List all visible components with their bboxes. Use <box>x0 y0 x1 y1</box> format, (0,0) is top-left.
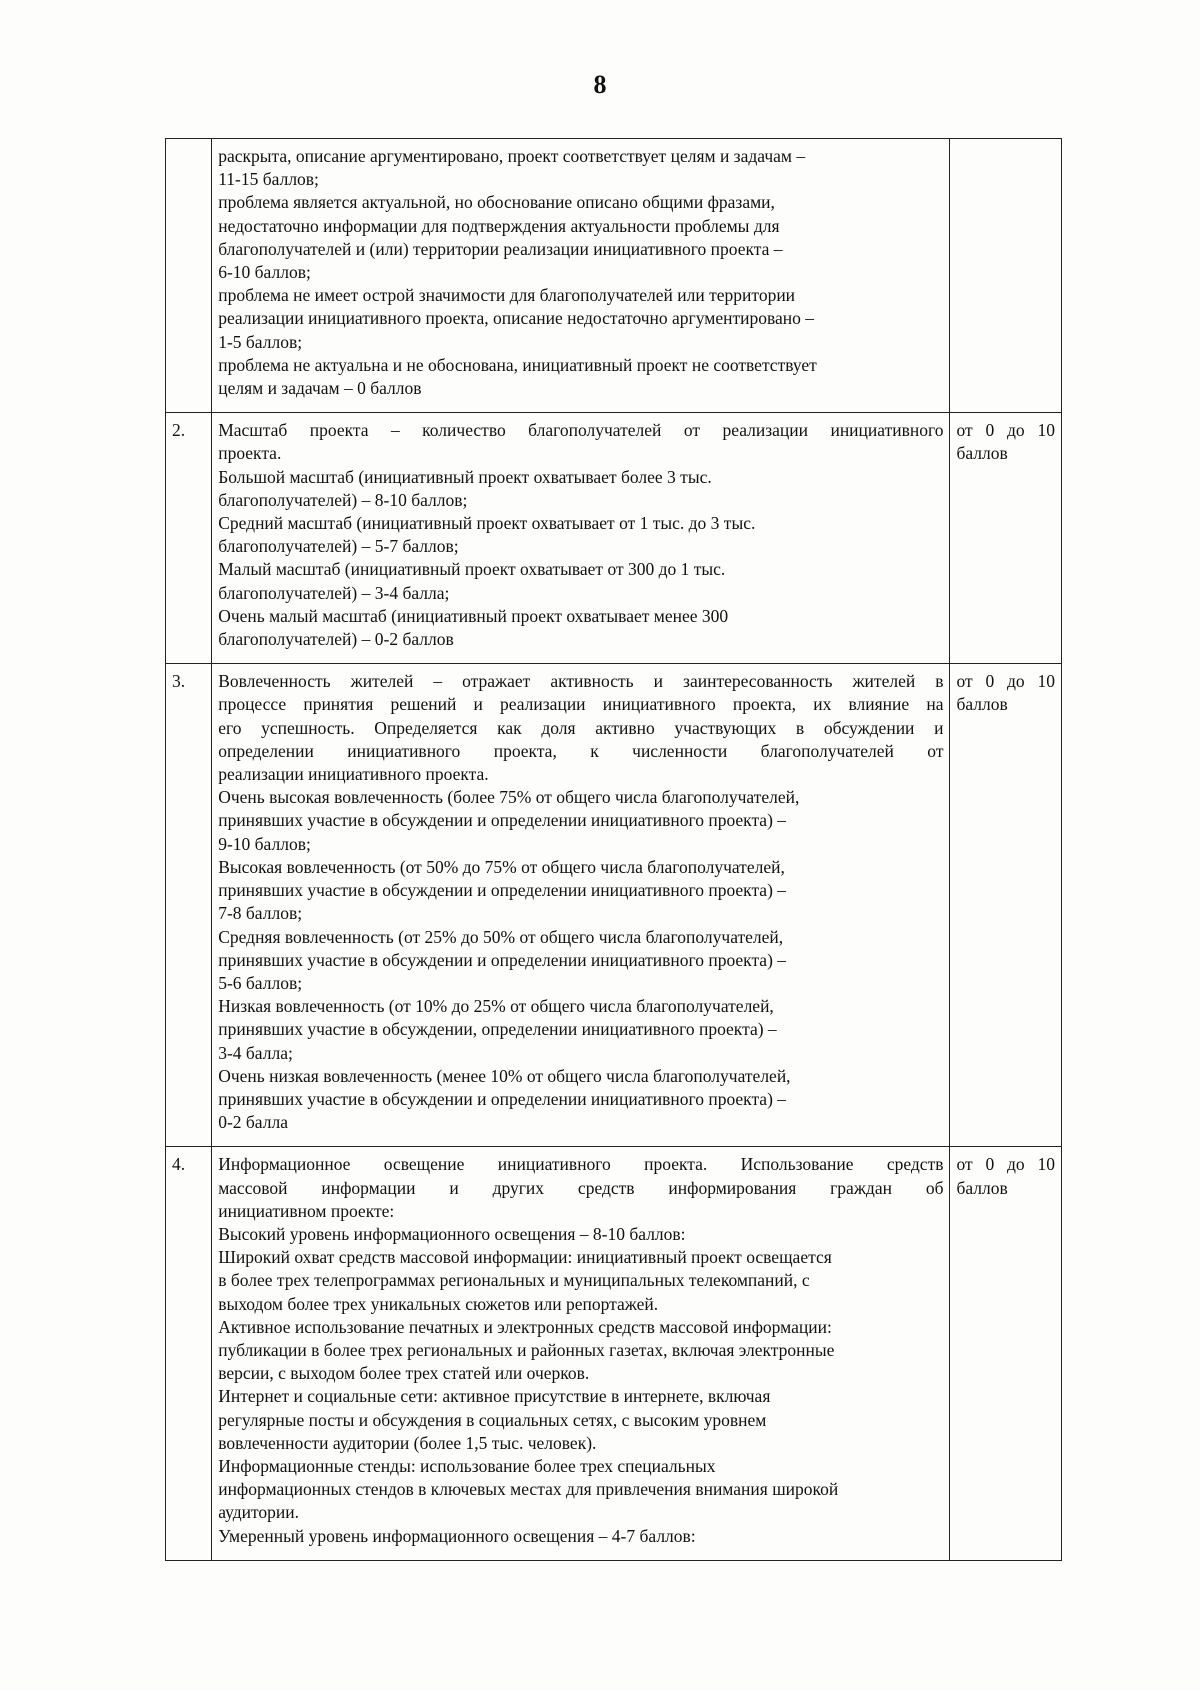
description-line: процессе принятия решений и реализации инициативного проекта, их влияние на <box>218 694 944 715</box>
description-line: раскрыта, описание аргументировано, проект соответствует целям и задачам – <box>218 146 806 166</box>
criterion-description <box>212 413 950 664</box>
description-line: вовлеченности аудитории (более 1,5 тыс. человек). <box>218 1432 597 1453</box>
description-line: инициативном проекте: <box>218 1200 395 1221</box>
description-line: массовой информации и других средств информирования граждан об <box>218 1177 944 1198</box>
description-line: версии, с выходом более трех статей или очерков. <box>218 1363 590 1384</box>
criterion-description <box>212 664 950 1147</box>
description-line: 11-15 баллов; <box>218 169 319 190</box>
description-line: 7-8 баллов; <box>218 903 303 924</box>
criterion-score-range: от 0 до 10 баллов <box>950 664 1062 1147</box>
description-line: Информационные стенды: использование более трех специальных <box>218 1455 716 1476</box>
description-line: Средняя вовлеченность (от 25% до 50% от общего числа благополучателей, <box>218 926 784 947</box>
description-line: принявших участие в обсуждении и определении инициативного проекта) – <box>218 880 787 901</box>
table-row <box>166 413 1062 664</box>
description-line: принявших участие в обсуждении и определении инициативного проекта) – <box>218 810 787 831</box>
description-line: в более трех телепрограммах региональных и муниципальных телекомпаний, с <box>218 1270 810 1291</box>
description-line: проблема не имеет острой значимости для благополучателей или территории <box>218 285 796 306</box>
description-line: благополучателей) – 5-7 баллов; <box>218 536 459 557</box>
description-line: определении инициативного проекта, к численности благополучателей от <box>218 740 944 761</box>
description-line: принявших участие в обсуждении, определении инициативного проекта) – <box>218 1019 777 1040</box>
page-number: 8 <box>593 70 607 99</box>
description-line: реализации инициативного проекта, описание недостаточно аргументировано – <box>218 308 815 329</box>
description-line: 6-10 баллов; <box>218 262 311 283</box>
description-line: Активное использование печатных и электронных средств массовой информации: <box>218 1316 832 1337</box>
description-line: аудитории. <box>218 1502 300 1523</box>
criterion-score-range: от 0 до 10 баллов <box>950 413 1062 664</box>
criterion-number: 4. <box>166 1147 212 1560</box>
table-row <box>166 1147 1062 1560</box>
description-line: Очень малый масштаб (инициативный проект охватывает менее 300 <box>218 605 729 626</box>
description-line: Малый масштаб (инициативный проект охватывает от 300 до 1 тыс. <box>218 559 726 580</box>
description-line: проблема не актуальна и не обоснована, инициативный проект не соответствует <box>218 354 817 375</box>
description-line: проекта. <box>218 443 282 464</box>
criterion-score-range: от 0 до 10 баллов <box>950 1147 1062 1560</box>
criterion-description <box>212 139 950 413</box>
description-line: 5-6 баллов; <box>218 972 303 993</box>
description-line: Вовлеченность жителей – отражает активность и заинтересованность жителей в <box>218 671 944 692</box>
table-row <box>166 664 1062 1147</box>
description-line: регулярные посты и обсуждения в социальных сетях, с высоким уровнем <box>218 1409 767 1430</box>
description-line: принявших участие в обсуждении и определении инициативного проекта) – <box>218 1088 787 1109</box>
description-line: Широкий охват средств массовой информации: инициативный проект освещается <box>218 1247 832 1268</box>
description-line: Масштаб проекта – количество благополучателей от реализации инициативного <box>218 420 944 441</box>
description-line: Информационное освещение инициативного проекта. Использование средств <box>218 1154 944 1175</box>
description-line: благополучателей) – 3-4 балла; <box>218 582 450 603</box>
criterion-description <box>212 1147 950 1560</box>
criterion-number <box>166 139 212 413</box>
criteria-table-body <box>166 139 1062 1561</box>
description-line: выходом более трех уникальных сюжетов или репортажей. <box>218 1293 659 1314</box>
table-row <box>166 139 1062 413</box>
description-line: недостаточно информации для подтверждения актуальности проблемы для <box>218 215 780 236</box>
criterion-number: 3. <box>166 664 212 1147</box>
description-line: благополучателей) – 8-10 баллов; <box>218 489 468 510</box>
description-line: Высокий уровень информационного освещения – 8-10 баллов: <box>218 1223 686 1244</box>
description-line: 9-10 баллов; <box>218 833 311 854</box>
description-line: реализации инициативного проекта. <box>218 764 489 785</box>
description-line: проблема является актуальной, но обоснование описано общими фразами, <box>218 192 775 213</box>
description-line: информационных стендов в ключевых местах для привлечения внимания широкой <box>218 1479 839 1500</box>
description-line: целям и задачам – 0 баллов <box>218 378 422 399</box>
description-line: 0-2 балла <box>218 1112 288 1133</box>
description-line: Высокая вовлеченность (от 50% до 75% от общего числа благополучателей, <box>218 856 785 877</box>
description-line: Очень низкая вовлеченность (менее 10% от общего числа благополучателей, <box>218 1065 791 1086</box>
description-line: благополучателей) – 0-2 баллов <box>218 629 454 650</box>
description-line: Очень высокая вовлеченность (более 75% от общего числа благополучателей, <box>218 787 800 808</box>
criterion-score-range <box>950 139 1062 413</box>
description-line: Интернет и социальные сети: активное присутствие в интернете, включая <box>218 1386 771 1407</box>
criterion-number: 2. <box>166 413 212 664</box>
description-line: Умеренный уровень информационного освещения – 4-7 баллов: <box>218 1525 696 1546</box>
criteria-table <box>165 138 1062 1561</box>
description-line: Низкая вовлеченность (от 10% до 25% от общего числа благополучателей, <box>218 996 774 1017</box>
description-line: публикации в более трех региональных и районных газетах, включая электронные <box>218 1339 835 1360</box>
description-line: Средний масштаб (инициативный проект охватывает от 1 тыс. до 3 тыс. <box>218 513 756 534</box>
description-line: его успешность. Определяется как доля активно участвующих в обсуждении и <box>218 717 944 738</box>
description-line: 3-4 балла; <box>218 1042 293 1063</box>
description-line: принявших участие в обсуждении и определении инициативного проекта) – <box>218 949 787 970</box>
description-line: благополучателей и (или) территории реализации инициативного проекта – <box>218 238 783 259</box>
description-line: 1-5 баллов; <box>218 331 303 352</box>
description-line: Большой масштаб (инициативный проект охватывает более 3 тыс. <box>218 466 712 487</box>
